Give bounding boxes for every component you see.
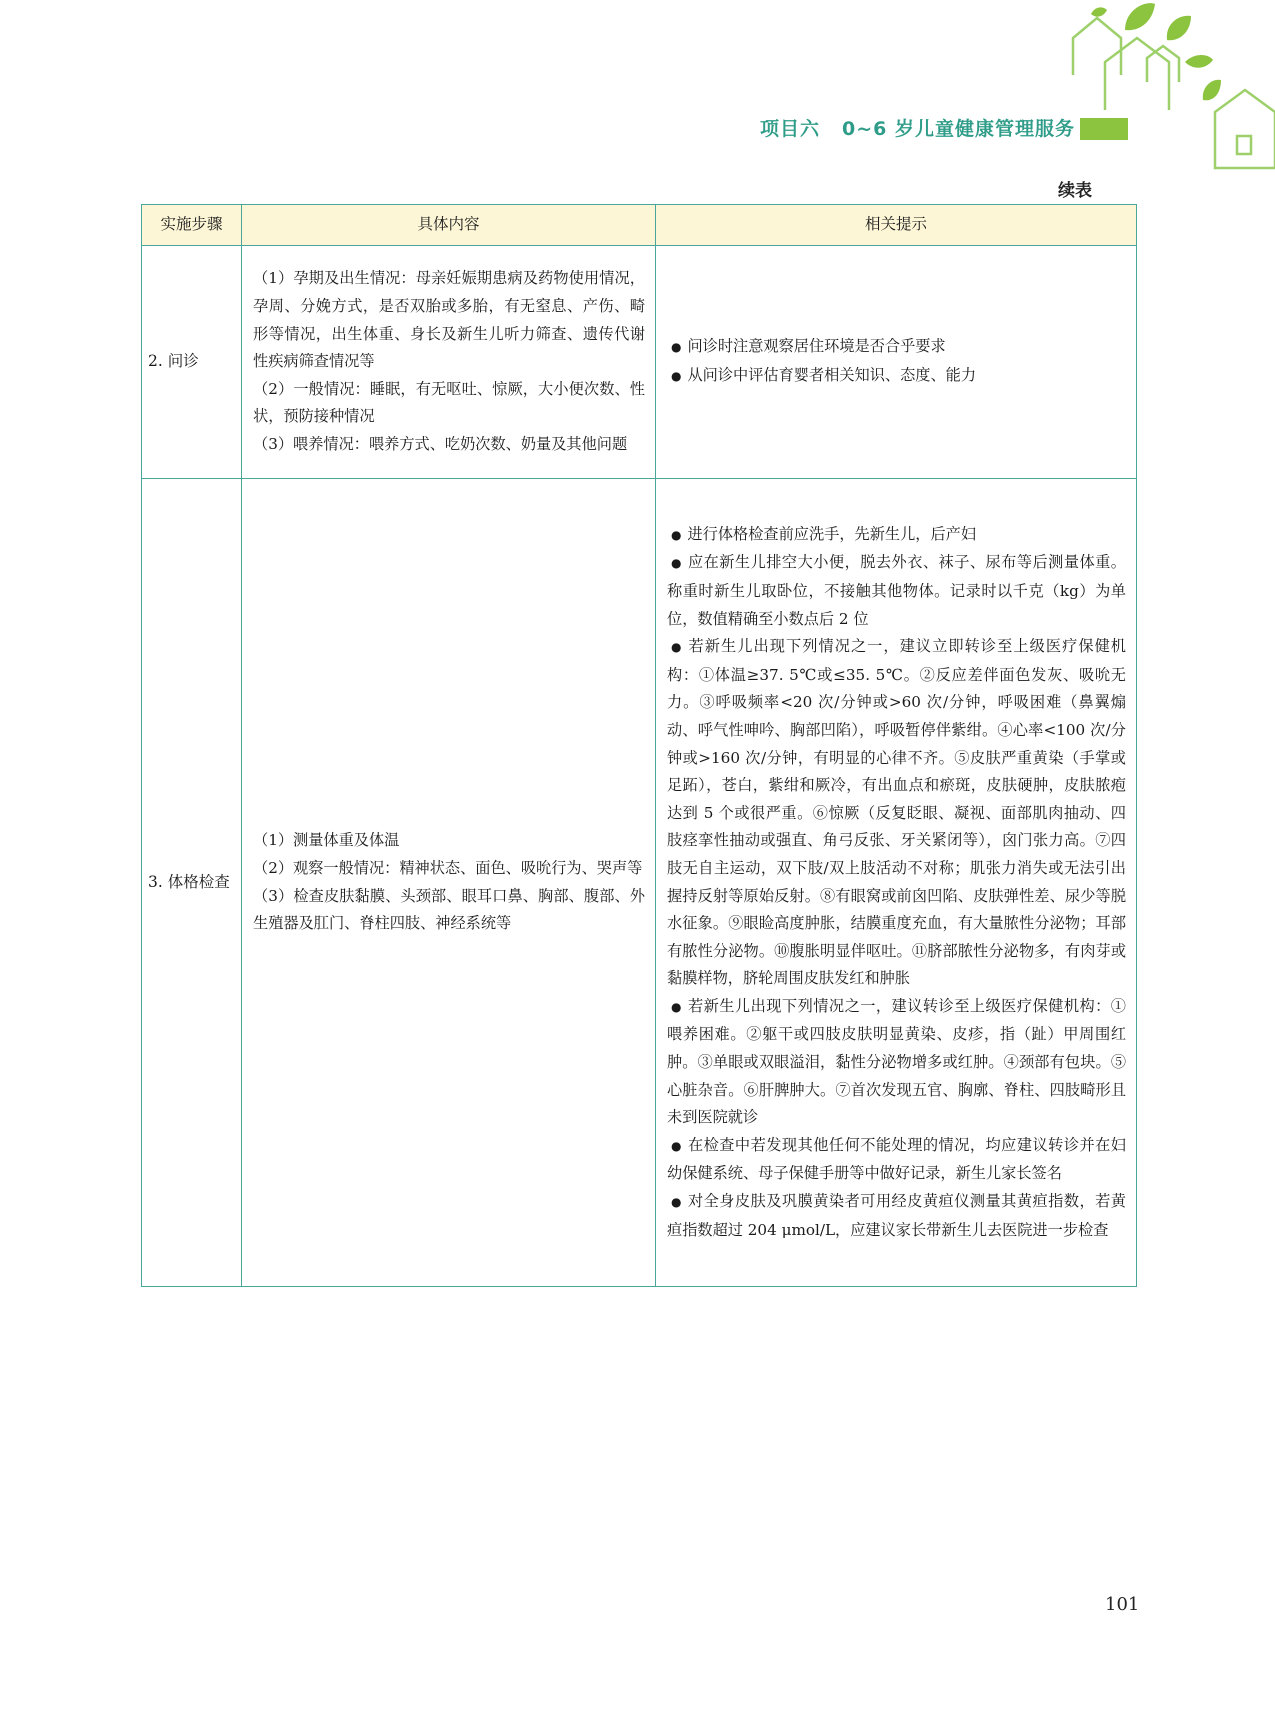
chapter-header	[760, 114, 1075, 141]
tip-item	[667, 333, 1126, 362]
step-cell: 3. 体格检查	[142, 479, 242, 1287]
tip-item	[667, 1188, 1126, 1244]
content-cell	[242, 479, 656, 1287]
tips-cell	[656, 479, 1137, 1287]
continued-label: 续表	[1058, 181, 1092, 201]
table-row	[142, 479, 1137, 1287]
tip-item	[667, 549, 1126, 633]
tip-text: 对全身皮肤及巩膜黄染者可用经皮黄疸仪测量其黄疸指数，若黄疸指数超过 204 μmol/L，应建议家长带新生儿去医院进一步检查	[667, 1192, 1126, 1239]
tip-item	[667, 993, 1126, 1132]
tip-text: 若新生儿出现下列情况之一，建议转诊至上级医疗保健机构：①喂养困难。②躯干或四肢皮肤明显黄染、皮疹，指（趾）甲周围红肿。③单眼或双眼溢泪，黏性分泌物增多或红肿。④颈部有包块。⑤心脏杂音。⑥肝脾肿大。⑦首次发现五官、胸廓、脊柱、四肢畸形且未到医院就诊	[667, 996, 1126, 1127]
tip-text: 从问诊中评估育婴者相关知识、态度、能力	[687, 366, 977, 384]
header-step: 实施步骤	[142, 205, 242, 246]
header-accent-block	[1080, 118, 1128, 140]
page-number: 101	[1105, 1594, 1140, 1615]
bullet-icon: ●	[671, 556, 682, 571]
tip-text: 应在新生儿排空大小便，脱去外衣、袜子、尿布等后测量体重。称重时新生儿取卧位，不接触其他物体。记录时以千克（kg）为单位，数值精确至小数点后 2 位	[667, 553, 1126, 628]
tip-text: 问诊时注意观察居住环境是否合乎要求	[687, 337, 946, 356]
content-item: （1）测量体重及体温	[253, 831, 400, 850]
house-leaf-decoration-icon	[1055, 0, 1275, 175]
content-item: （3）检查皮肤黏膜、头颈部、眼耳口鼻、胸部、腹部、外生殖器及肛门、脊柱四肢、神经系统等	[253, 886, 645, 933]
bullet-icon: ●	[671, 369, 682, 383]
tip-item	[667, 362, 1126, 391]
tip-text: 若新生儿出现下列情况之一，建议立即转诊至上级医疗保健机构：①体温≥37. 5℃或≤35. 5℃。②反应差伴面色发灰、吸吮无力。③呼吸频率<20 次/分钟或>60 次/分钟，呼吸困难（鼻翼煽动、呼气性呻吟、胸部凹陷），呼吸暂停伴紫绀。④心率<100 次/分钟或>160 次/分钟，有明显的心律不齐。⑤皮肤严重黄染（手掌或足跖），苍白，紫绀和厥冷，有出血点和瘀斑，皮肤硬肿，皮肤脓疱达到 5 个或很严重。⑥惊厥（反复眨眼、凝视、面部肌肉抽动、四肢痉挛性抽动或强直、角弓反张、牙关紧闭等），囟门张力高。⑦四肢无自主运动，双下肢/双上肢活动不对称；肌张力消失或无法引出握持反射等原始反射。⑧有眼窝或前囟凹陷、皮肤弹性差、尿少等脱水征象。⑨眼睑高度肿胀，结膜重度充血，有大量脓性分泌物；耳部有脓性分泌物。⑩腹胀明显伴呕吐。⑪脐部脓性分泌物多，有肉芽或黏膜样物，脐轮周围皮肤发红和肿胀	[667, 637, 1126, 988]
content-item: （3）喂养情况：喂养方式、吃奶次数、奶量及其他问题	[253, 434, 628, 453]
header-tips: 相关提示	[656, 205, 1137, 246]
bullet-icon: ●	[671, 340, 682, 355]
tip-item	[667, 1132, 1126, 1188]
tips-cell	[656, 246, 1137, 479]
project-label: 项目六	[760, 118, 821, 140]
table-row	[142, 246, 1137, 479]
procedure-table	[141, 204, 1137, 1287]
bullet-icon: ●	[671, 527, 682, 542]
bullet-icon: ●	[671, 640, 683, 655]
bullet-icon: ●	[671, 999, 682, 1014]
chapter-title: 0~6 岁儿童健康管理服务	[842, 118, 1075, 140]
content-item: （2）观察一般情况：精神状态、面色、吸吮行为、哭声等	[253, 858, 643, 877]
table-header-row	[142, 205, 1137, 246]
content-cell	[242, 246, 656, 479]
tip-item	[667, 521, 1126, 550]
content-item: （2）一般情况：睡眠，有无呕吐、惊厥，大小便次数、性状，预防接种情况	[253, 379, 645, 426]
tip-text: 进行体格检查前应洗手，先新生儿，后产妇	[687, 524, 977, 543]
tip-item	[667, 633, 1126, 993]
header-content: 具体内容	[242, 205, 656, 246]
step-cell: 2. 问诊	[142, 246, 242, 479]
bullet-icon: ●	[671, 1195, 682, 1210]
tip-text: 在检查中若发现其他任何不能处理的情况，均应建议转诊并在妇幼保健系统、母子保健手册等中做好记录，新生儿家长签名	[667, 1135, 1126, 1183]
bullet-icon: ●	[671, 1138, 682, 1153]
content-item: （1）孕期及出生情况：母亲妊娠期患病及药物使用情况，孕周、分娩方式，是否双胎或多胎，有无窒息、产伤、畸形等情况，出生体重、身长及新生儿听力筛查、遗传代谢性疾病筛查情况等	[253, 269, 645, 371]
